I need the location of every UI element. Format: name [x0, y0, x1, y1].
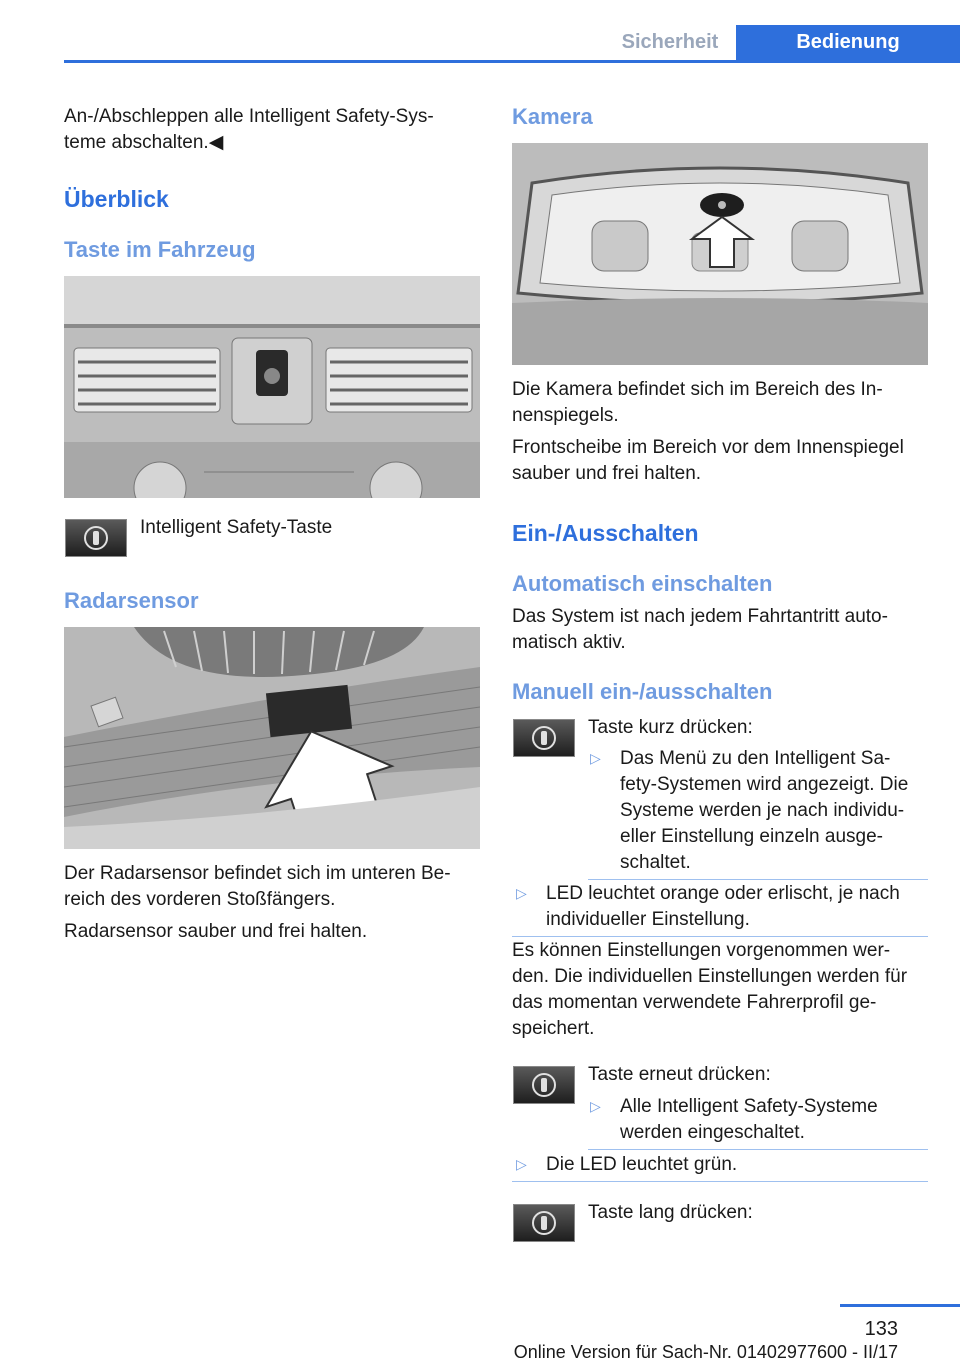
camera-text-line-1: Die Kamera befindet sich im Bereich des In‐	[512, 379, 883, 400]
auto-text-line-2: matisch aktiv.	[512, 632, 626, 653]
short-bullet-1-line-3: Systeme werden je nach individu‐	[620, 800, 905, 821]
radar-text-line-1: Der Radarsensor befindet sich im unteren Be‐	[64, 863, 451, 884]
separator	[512, 1181, 928, 1182]
dashboard-photo	[64, 276, 480, 498]
intelligent-safety-button-icon	[513, 1204, 575, 1242]
separator	[588, 1149, 928, 1150]
again-bullet-1-line-2: werden eingeschaltet.	[620, 1122, 805, 1143]
short-press-label: Taste kurz drücken:	[588, 717, 753, 738]
intro-line-2: teme abschalten.◀	[64, 132, 224, 153]
long-press-label: Taste lang drücken:	[588, 1202, 753, 1223]
radar-photo	[64, 627, 480, 849]
button-caption: Intelligent Safety-Taste	[140, 517, 333, 538]
bullet-icon: ▷	[516, 885, 527, 901]
auto-text-line-1: Das System ist nach jedem Fahrtantritt auto‐	[512, 606, 888, 627]
camera-text-clean-1: Frontscheibe im Bereich vor dem Innenspiegel	[512, 437, 904, 458]
radar-text-clean: Radarsensor sauber und frei halten.	[64, 921, 368, 942]
intelligent-safety-button-icon	[65, 519, 127, 557]
short-bullet-2-line-1: LED leuchtet orange oder erlischt, je nach	[546, 883, 900, 904]
camera-photo	[512, 143, 928, 365]
radar-text-line-2: reich des vorderen Stoßfängers.	[64, 889, 336, 910]
footer-rule	[840, 1304, 960, 1307]
again-bullet-1-line-1: Alle Intelligent Safety-Systeme	[620, 1096, 878, 1117]
intelligent-safety-button-icon	[513, 719, 575, 757]
short-bullet-1-line-2: fety-Systemen wird angezeigt. Die	[620, 774, 909, 795]
separator	[512, 936, 928, 937]
short-bullet-1-line-5: schaltet.	[620, 852, 691, 873]
intro-line-1: An-/Abschleppen alle Intelligent Safety-Sys‐	[64, 106, 434, 127]
bullet-icon: ▷	[590, 1098, 601, 1114]
heading-manuell-ein-ausschalten: Manuell ein-/ausschalten	[512, 679, 773, 704]
heading-kamera: Kamera	[512, 104, 593, 129]
short-bullet-1-line-1: Das Menü zu den Intelligent Sa‐	[620, 748, 891, 769]
again-bullet-2: Die LED leuchtet grün.	[546, 1154, 738, 1175]
short-bullet-2-line-2: individueller Einstellung.	[546, 909, 750, 930]
page-number: 133	[864, 1318, 898, 1340]
short-bullet-1-line-4: eller Einstellung einzeln ausge‐	[620, 826, 883, 847]
settings-text-line-1: Es können Einstellungen vorgenommen wer‐	[512, 940, 891, 961]
camera-text-clean-2: sauber und frei halten.	[512, 463, 702, 484]
separator	[588, 879, 928, 880]
tab-bedienung[interactable]: Bedienung	[736, 25, 960, 60]
settings-text-line-3: das momentan verwendete Fahrerprofil ge‐	[512, 992, 877, 1013]
heading-automatisch-einschalten: Automatisch einschalten	[512, 571, 773, 596]
heading-taste-im-fahrzeug: Taste im Fahrzeug	[64, 237, 256, 262]
camera-text-line-2: nenspiegels.	[512, 405, 619, 426]
header-rule	[64, 60, 960, 63]
heading-radarsensor: Radarsensor	[64, 588, 199, 613]
bullet-icon: ▷	[590, 750, 601, 766]
settings-text-line-2: den. Die individuellen Einstellungen werden für	[512, 966, 908, 987]
bullet-icon: ▷	[516, 1156, 527, 1172]
heading-ein-ausschalten: Ein-/Ausschalten	[512, 520, 699, 546]
online-version-note: Online Version für Sach-Nr. 01402977600 - II/17	[513, 1342, 898, 1362]
tab-sicherheit[interactable]: Sicherheit	[604, 25, 736, 60]
again-press-label: Taste erneut drücken:	[588, 1064, 771, 1085]
settings-text-line-4: speichert.	[512, 1018, 595, 1039]
intelligent-safety-button-icon	[513, 1066, 575, 1104]
heading-ueberblick: Überblick	[64, 186, 169, 212]
